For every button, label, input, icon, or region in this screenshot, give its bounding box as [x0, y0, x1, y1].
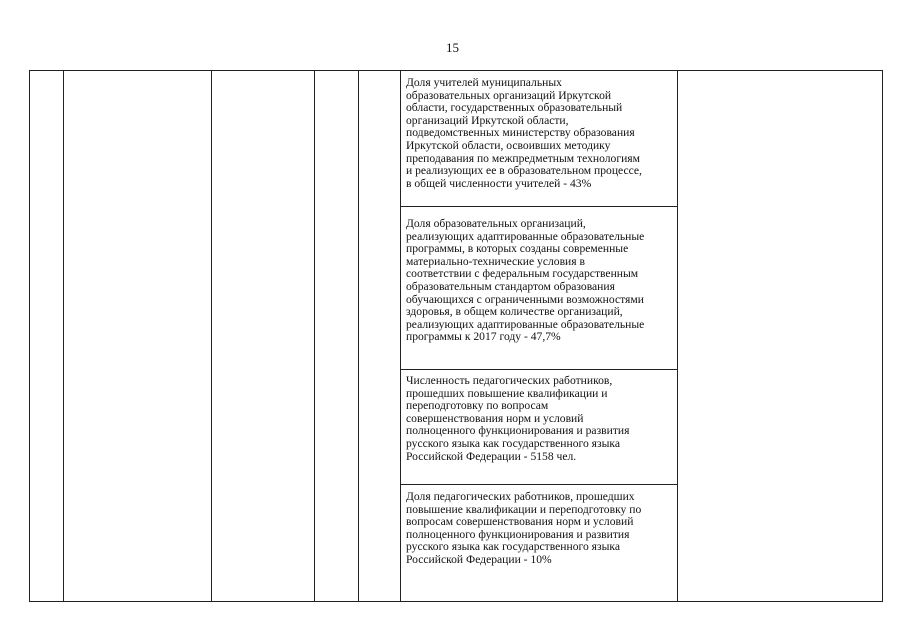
indicator-cell-3: Численность педагогических работников, прошедших повышение квалификации и переподготовку по вопросам совершенствования норм и условий полноценного функционирования и развития русского языка как государственного языка Российской Федерации - 5158 чел. — [406, 374, 630, 463]
indicator-cell-1: Доля учителей муниципальных образовательных организаций Иркутской области, государственных образовательный организаций Иркутской области, подведомственных министерству образования Иркутской области, освоивших методику преподавания по межпредметным технологиям и реализующих ее в образовательном процессе, в общей численности учителей - 43% — [406, 76, 642, 190]
document-table — [29, 70, 883, 602]
column-divider-4 — [358, 71, 359, 601]
page-number: 15 — [446, 40, 459, 55]
row-divider-3 — [400, 484, 677, 485]
column-divider-2 — [211, 71, 212, 601]
row-divider-1 — [400, 206, 677, 207]
column-divider-1 — [63, 71, 64, 601]
column-divider-6 — [677, 71, 678, 601]
indicator-cell-2: Доля образовательных организаций, реализующих адаптированные образовательные программы, в которых созданы современные материально-технические условия в соответствии с федеральным государственным образовательным стандартом образования обучающихся с ограниченными возможностями здоровья, в общем количестве организаций, реализующих адаптированные образовательные программы к 2017 году - 47,7% — [406, 217, 645, 344]
indicator-cell-4: Доля педагогических работников, прошедших повышение квалификации и переподготовку по вопросам совершенствования норм и условий полноценного функционирования и развития русского языка как государственного языка Российской Федерации - 10% — [406, 490, 642, 566]
column-divider-3 — [314, 71, 315, 601]
row-divider-2 — [400, 369, 677, 370]
column-divider-5 — [400, 71, 401, 601]
